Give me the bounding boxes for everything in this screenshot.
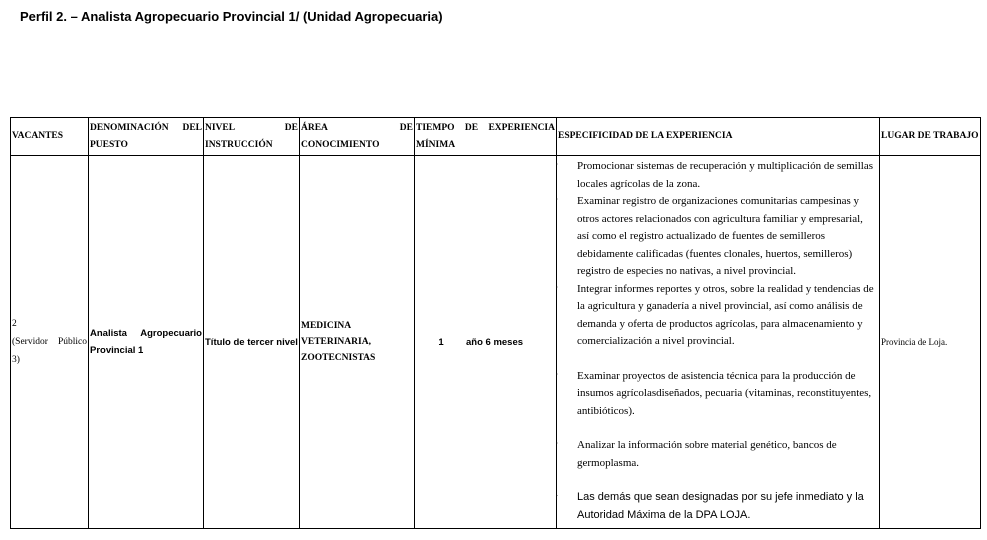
vacantes-number: 2 [12, 319, 17, 329]
denominacion-line1: Analista Agropecuario [90, 328, 202, 339]
header-tiempo [415, 118, 557, 156]
bullet-icon: · [556, 282, 559, 292]
cell-lugar: Provincia de Loja. [880, 156, 981, 529]
list-item [556, 281, 875, 351]
header-area-line2: CONOCIMIENTO [301, 139, 380, 150]
header-denominacion [89, 118, 204, 156]
area-line2: VETERINARIA, [301, 337, 371, 347]
profile-table [10, 117, 981, 529]
bullet-icon: · [556, 439, 559, 448]
area-line3: ZOOTECNISTAS [301, 353, 376, 363]
header-lugar: LUGAR DE TRABAJO [880, 118, 981, 156]
cell-especificidad [557, 156, 880, 529]
list-item [556, 158, 875, 193]
header-area-line1: ÁREA DE [301, 122, 413, 133]
cell-nivel: Título de tercer nivel [204, 156, 300, 529]
vacantes-detail-line2: 3) [12, 355, 20, 365]
list-item-text: Examinar proyectos de asistencia técnica para la producción de insumos agrícolasdiseñados, pecuaria (vitaminas, reconstituyentes, antibióticos). [577, 369, 872, 417]
list-item-text: Las demás que sean designadas por su jefe inmediato y la Autoridad Máxima de la DPA LOJA. [577, 491, 864, 521]
header-nivel-line1: NIVEL DE [205, 122, 298, 133]
cell-denominacion [89, 156, 204, 529]
list-item [556, 368, 875, 421]
header-vacantes: VACANTES [11, 118, 89, 156]
vacantes-detail-line1: (Servidor Público [12, 337, 87, 347]
header-area [300, 118, 415, 156]
list-item-text: Promocionar sistemas de recuperación y multiplicación de semillas locales agrícolas de la zona. [577, 160, 873, 190]
list-item [556, 489, 875, 524]
table-row [11, 156, 981, 529]
header-row [11, 118, 981, 156]
header-denominacion-line1: DENOMINACIÓN DEL [90, 122, 202, 133]
page-title: Perfil 2. – Analista Agropecuario Provincial 1/ (Unidad Agropecuaria) [20, 9, 443, 24]
header-nivel-line2: INSTRUCCIÓN [205, 139, 273, 150]
list-item [556, 193, 875, 281]
cell-vacantes [11, 156, 89, 529]
denominacion-line2: Provincial 1 [90, 345, 144, 356]
list-item-text: Analizar la información sobre material genético, bancos de germoplasma. [577, 439, 837, 469]
tiempo-number: 1 [438, 336, 444, 348]
header-tiempo-line1: TIEMPO DE EXPERIENCIA [416, 122, 555, 133]
tiempo-text: año 6 meses [466, 336, 524, 348]
bullet-icon: · [556, 491, 559, 500]
list-item-text: Integrar informes reportes y otros, sobre la realidad y tendencias de la agricultura y ganadería a nivel provincial, así como análisis de demanda y oferta de productos agrícolas, para almacenamiento y comercialización a nivel provincial. [577, 282, 874, 347]
cell-area [300, 156, 415, 529]
header-tiempo-line2: MÍNIMA [416, 139, 456, 150]
list-item-text: Examinar registro de organizaciones comunitarias campesinas y otros actores relacionados con agricultura familiar y empresarial, así como el registro actualizado de fuentes de semilleros debidamente calificadas (fuentes clonales, huertos, semilleros) registro de especies no nativas, a nivel provincial. [577, 195, 863, 277]
header-especificidad: ESPECIFICIDAD DE LA EXPERIENCIA [557, 118, 880, 156]
bullet-icon: · [556, 195, 559, 204]
area-line1: MEDICINA [301, 321, 352, 331]
header-denominacion-line2: PUESTO [90, 139, 128, 150]
bullet-icon: · [556, 369, 559, 379]
bullet-icon: · [556, 160, 559, 169]
list-item [556, 437, 875, 472]
header-nivel [204, 118, 300, 156]
cell-tiempo [415, 156, 557, 529]
especificidad-list [557, 156, 879, 524]
